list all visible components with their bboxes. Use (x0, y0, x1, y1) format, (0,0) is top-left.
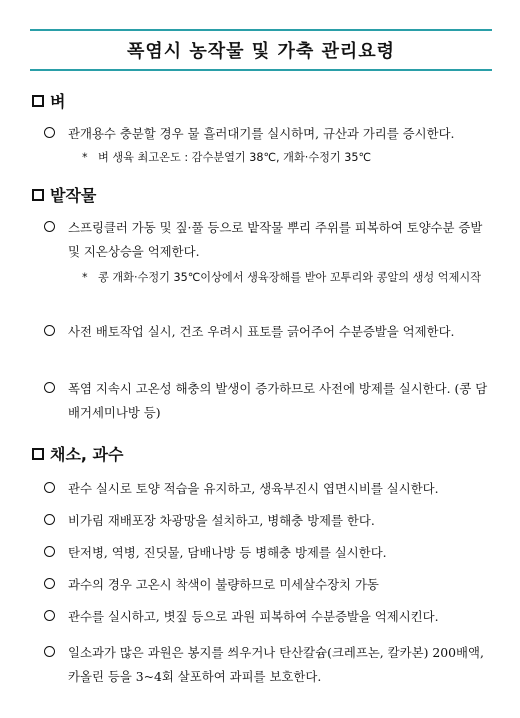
list-item-text: 스프링클러 가동 및 짚·풀 등으로 밭작물 뿌리 주위를 피복하여 토양수분 증발 및 지온상승을 억제한다. (68, 220, 483, 259)
circle-bullet-icon (44, 514, 55, 525)
list-item (32, 477, 497, 501)
section-title: 채소, 과수 (50, 445, 124, 464)
circle-bullet-icon (44, 646, 55, 657)
circle-bullet-icon (44, 325, 55, 336)
list-item (32, 573, 497, 597)
list-item-text: 관수 실시로 토양 적습을 유지하고, 생육부진시 엽면시비를 실시한다. (68, 481, 439, 496)
note-text: 벼 생육 최고온도 : 감수분열기 38℃, 개화·수정기 35℃ (98, 151, 372, 164)
circle-bullet-icon (44, 610, 55, 621)
page-title: 폭염시 농작물 및 가축 관리요령 (126, 41, 396, 62)
note-item (82, 147, 498, 169)
list-item-text: 비가림 재배포장 차광망을 설치하고, 병해충 방제를 한다. (68, 513, 375, 528)
section-header-field-crops (32, 183, 96, 206)
list-item (32, 320, 497, 344)
checkbox-square-icon (32, 95, 44, 107)
circle-bullet-icon (44, 127, 55, 138)
circle-bullet-icon (44, 578, 55, 589)
section-header-rice (32, 89, 65, 112)
section-title: 밭작물 (50, 186, 97, 205)
note-item (82, 267, 498, 289)
list-item (32, 509, 497, 533)
list-item-text: 과수의 경우 고온시 착색이 불량하므로 미세살수장치 가동 (68, 577, 379, 592)
list-item (32, 377, 497, 425)
section-header-vegetables-fruit (32, 442, 123, 465)
checkbox-square-icon (32, 189, 44, 201)
list-item-text: 관개용수 충분할 경우 물 흘러대기를 실시하며, 규산과 가리를 증시한다. (68, 126, 455, 141)
section-title: 벼 (50, 92, 66, 111)
note-star: * (82, 271, 88, 284)
list-item-text: 사전 배토작업 실시, 건조 우려시 표토를 긁어주어 수분증발을 억제한다. (68, 324, 455, 339)
list-item (32, 605, 497, 629)
list-item (32, 541, 497, 565)
circle-bullet-icon (44, 382, 55, 393)
list-item (32, 122, 497, 146)
circle-bullet-icon (44, 482, 55, 493)
note-star: * (82, 151, 88, 164)
note-text: 콩 개화·수정기 35℃이상에서 생육장해를 받아 꼬투리와 콩알의 생성 억제시작 (98, 271, 482, 284)
title-banner (30, 29, 492, 71)
list-item (32, 641, 497, 689)
list-item-text: 관수를 실시하고, 볏짚 등으로 과원 피복하여 수분증발을 억제시킨다. (68, 609, 439, 624)
list-item-text: 일소과가 많은 과원은 봉지를 씌우거나 탄산칼슘(크레프논, 칼카본) 200배액, 카올린 등을 3~4회 살포하여 과피를 보호한다. (68, 645, 484, 684)
list-item-text: 폭염 지속시 고온성 해충의 발생이 증가하므로 사전에 방제를 실시한다. (콩 담배거세미나방 등) (68, 381, 488, 420)
list-item-text: 탄저병, 역병, 진딧물, 담배나방 등 병해충 방제를 실시한다. (68, 545, 387, 560)
circle-bullet-icon (44, 546, 55, 557)
list-item (32, 216, 497, 264)
circle-bullet-icon (44, 221, 55, 232)
checkbox-square-icon (32, 448, 44, 460)
